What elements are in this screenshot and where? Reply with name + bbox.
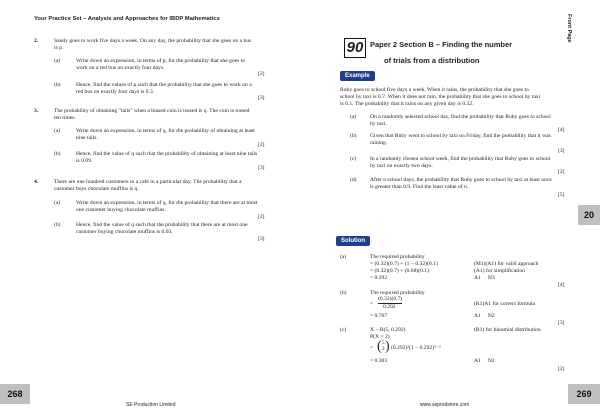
example-stem-line3: is 0.1. The probability that it rains on any given day is 0.32. xyxy=(340,101,474,107)
q2-a-label: (a) xyxy=(54,58,61,64)
sol-c-line3: (0.292)²(1 − 0.292)⁵⁻² xyxy=(391,345,441,351)
q3-a-line1: Write down an expression, in terms of q, for the probability of obtaining at least xyxy=(76,128,255,134)
ex-a-line2: by taxi. xyxy=(370,121,387,127)
sol-a-label: (a) xyxy=(340,254,347,260)
ex-d-mark: [5] xyxy=(558,192,565,198)
ex-b-mark: [3] xyxy=(558,148,565,154)
section-title-line1: Paper 2 Section B – Finding the number xyxy=(370,40,513,49)
q3-a-line2: nine tails. xyxy=(76,135,98,141)
ex-d-line1: After n school days, the probability that Ruby goes to school by taxi at least once xyxy=(370,177,552,183)
ex-b-line1: Given that Ruby went to school by taxi on Friday, find the probability that it was xyxy=(370,133,551,139)
q2-a-mark: [2] xyxy=(258,71,265,77)
q3-a-label: (a) xyxy=(54,128,61,134)
sol-a-remark2: (M1)(A1) for valid approach xyxy=(474,261,539,267)
q3-number: 3. xyxy=(34,108,39,114)
q3-b-mark: [3] xyxy=(258,165,265,171)
sol-b-remark3: A1 N2 xyxy=(474,313,495,319)
ex-c-label: (c) xyxy=(350,156,357,162)
front-page-tab: Front Page xyxy=(566,14,572,43)
sol-b-line1: The required probability xyxy=(370,290,425,296)
sol-a-line2: = (0.32)(0.7) + (1 − 0.32)(0.1) xyxy=(370,261,438,267)
ex-c-mark: [2] xyxy=(558,169,565,175)
ex-b-label: (b) xyxy=(350,133,357,139)
sol-c-line1: X ~ B(5, 0.292) xyxy=(370,327,406,333)
q2-b-line1: Hence, find the values of p such that the probability that she goes to work on a xyxy=(76,82,252,88)
sol-b-equals: = xyxy=(370,301,374,307)
sol-b-fraction-numerator: (0.32)(0.7) xyxy=(378,296,403,302)
right-page-number: 269 xyxy=(568,384,600,404)
ex-c-line2: by taxi on exactly two days. xyxy=(370,163,433,169)
q4-a-line2: one customer buying chocolate muffins. xyxy=(76,207,166,213)
q3-b-line1: Hence, find the value of q such that the probability of obtaining at least nine tails xyxy=(76,151,258,157)
q2-b-label: (b) xyxy=(54,82,61,88)
sol-a-remark3: (A1) for simplification xyxy=(474,268,525,274)
section-number-badge: 90 xyxy=(344,38,366,58)
sol-c-remark1: (R1) for binomial distribution xyxy=(474,327,541,333)
ex-a-label: (a) xyxy=(350,114,357,120)
q2-stem-line2: is p. xyxy=(54,45,64,51)
q4-a-line1: Write down an expression, in terms of q, for the probability that there are at most xyxy=(76,200,258,206)
ex-b-line2: raining. xyxy=(370,140,388,146)
sol-a-line4: = 0.292 xyxy=(370,275,388,281)
q4-stem-line1: There are one hundred customers in a cafe in a particular day. The probability that a xyxy=(54,179,242,185)
q3-b-line2: is 0.09. xyxy=(76,158,93,164)
q2-number: 2. xyxy=(34,38,39,44)
example-stem-line1: Ruby goes to school five days a week. When it rains, the probability that she goes to xyxy=(340,87,529,93)
sol-a-mark: [4] xyxy=(558,282,565,288)
q2-b-mark: [3] xyxy=(258,95,265,101)
q4-b-mark: [3] xyxy=(258,236,265,242)
sol-a-line3: = (0.32)(0.7) + (0.68)(0.1) xyxy=(370,268,429,274)
sol-c-remark4: A1 N2 xyxy=(474,358,495,364)
sol-c-line4: = 0.303 xyxy=(370,358,388,364)
sol-b-line3: = 0.767 xyxy=(370,313,388,319)
left-page-number: 268 xyxy=(0,384,30,404)
ex-d-label: (d) xyxy=(350,177,357,183)
q3-b-label: (b) xyxy=(54,151,61,157)
q4-a-mark: [2] xyxy=(258,214,265,220)
sol-a-remark4: A1 N3 xyxy=(474,275,495,281)
q4-b-line2: customer buying chocolate muffins is 0.03. xyxy=(76,229,173,235)
q2-a-line2: work on a red bus on exactly four days. xyxy=(76,65,165,71)
sol-b-remark2: (R1)A1 for correct formula xyxy=(474,301,536,307)
sol-c-mark: [2] xyxy=(558,366,565,372)
sol-c-equals: = xyxy=(370,345,374,351)
left-footer: SE Production Limited xyxy=(126,402,176,408)
solution-label: Solution xyxy=(336,236,370,246)
sol-b-mark: [3] xyxy=(558,320,565,326)
ex-c-line1: In a randomly chosen school week, find the probability that Ruby goes to school xyxy=(370,156,551,162)
sol-c-label: (c) xyxy=(340,327,347,333)
right-footer: www.seprodstore.com xyxy=(420,402,470,408)
q3-stem-line1: The probability of obtaining "tails" when a biased coin is tossed is q. The coin is tossed xyxy=(54,108,250,114)
q2-a-line1: Write down an expression, in terms of p, for the probability that she goes to xyxy=(76,58,246,64)
ex-d-line2: is greater than 0.9. Find the least value of n. xyxy=(370,184,469,190)
q4-a-label: (a) xyxy=(54,200,61,206)
q4-b-line1: Hence, find the value of q such that the probability that there are at most one xyxy=(76,222,248,228)
q2-b-line2: red bus on exactly four days is 0.3. xyxy=(76,89,155,95)
sol-b-label: (b) xyxy=(340,290,347,296)
left-header: Your Practice Set – Analysis and Approaches for IBDP Mathematics xyxy=(34,16,220,22)
sol-c-line2: P(X = 2) xyxy=(370,334,390,340)
ex-a-mark: [4] xyxy=(558,127,565,133)
q4-number: 4. xyxy=(34,179,39,185)
section-title-line2: of trials from a distribution xyxy=(384,56,480,65)
sol-a-line1: The required probability xyxy=(370,254,425,260)
q4-stem-line2: customer buys chocolate muffins is q. xyxy=(54,186,139,192)
q2-stem-line1: Sandy goes to work five days a week. On any day, the probability that she goes on a bus xyxy=(54,38,252,44)
q4-b-label: (b) xyxy=(54,222,61,228)
example-stem-line2: school by taxi is 0.7. When it does not rain, the probability that she goes to school by taxi xyxy=(340,94,541,100)
chapter-tab: 20 xyxy=(578,205,600,225)
ex-a-line1: On a randomly selected school day, find the probability that Ruby goes to school xyxy=(370,114,551,120)
sol-b-fraction-denominator: 0.292 xyxy=(383,304,396,310)
q3-a-mark: [2] xyxy=(258,142,265,148)
example-label: Example xyxy=(340,71,375,81)
q3-stem-line2: ten times. xyxy=(54,115,76,121)
